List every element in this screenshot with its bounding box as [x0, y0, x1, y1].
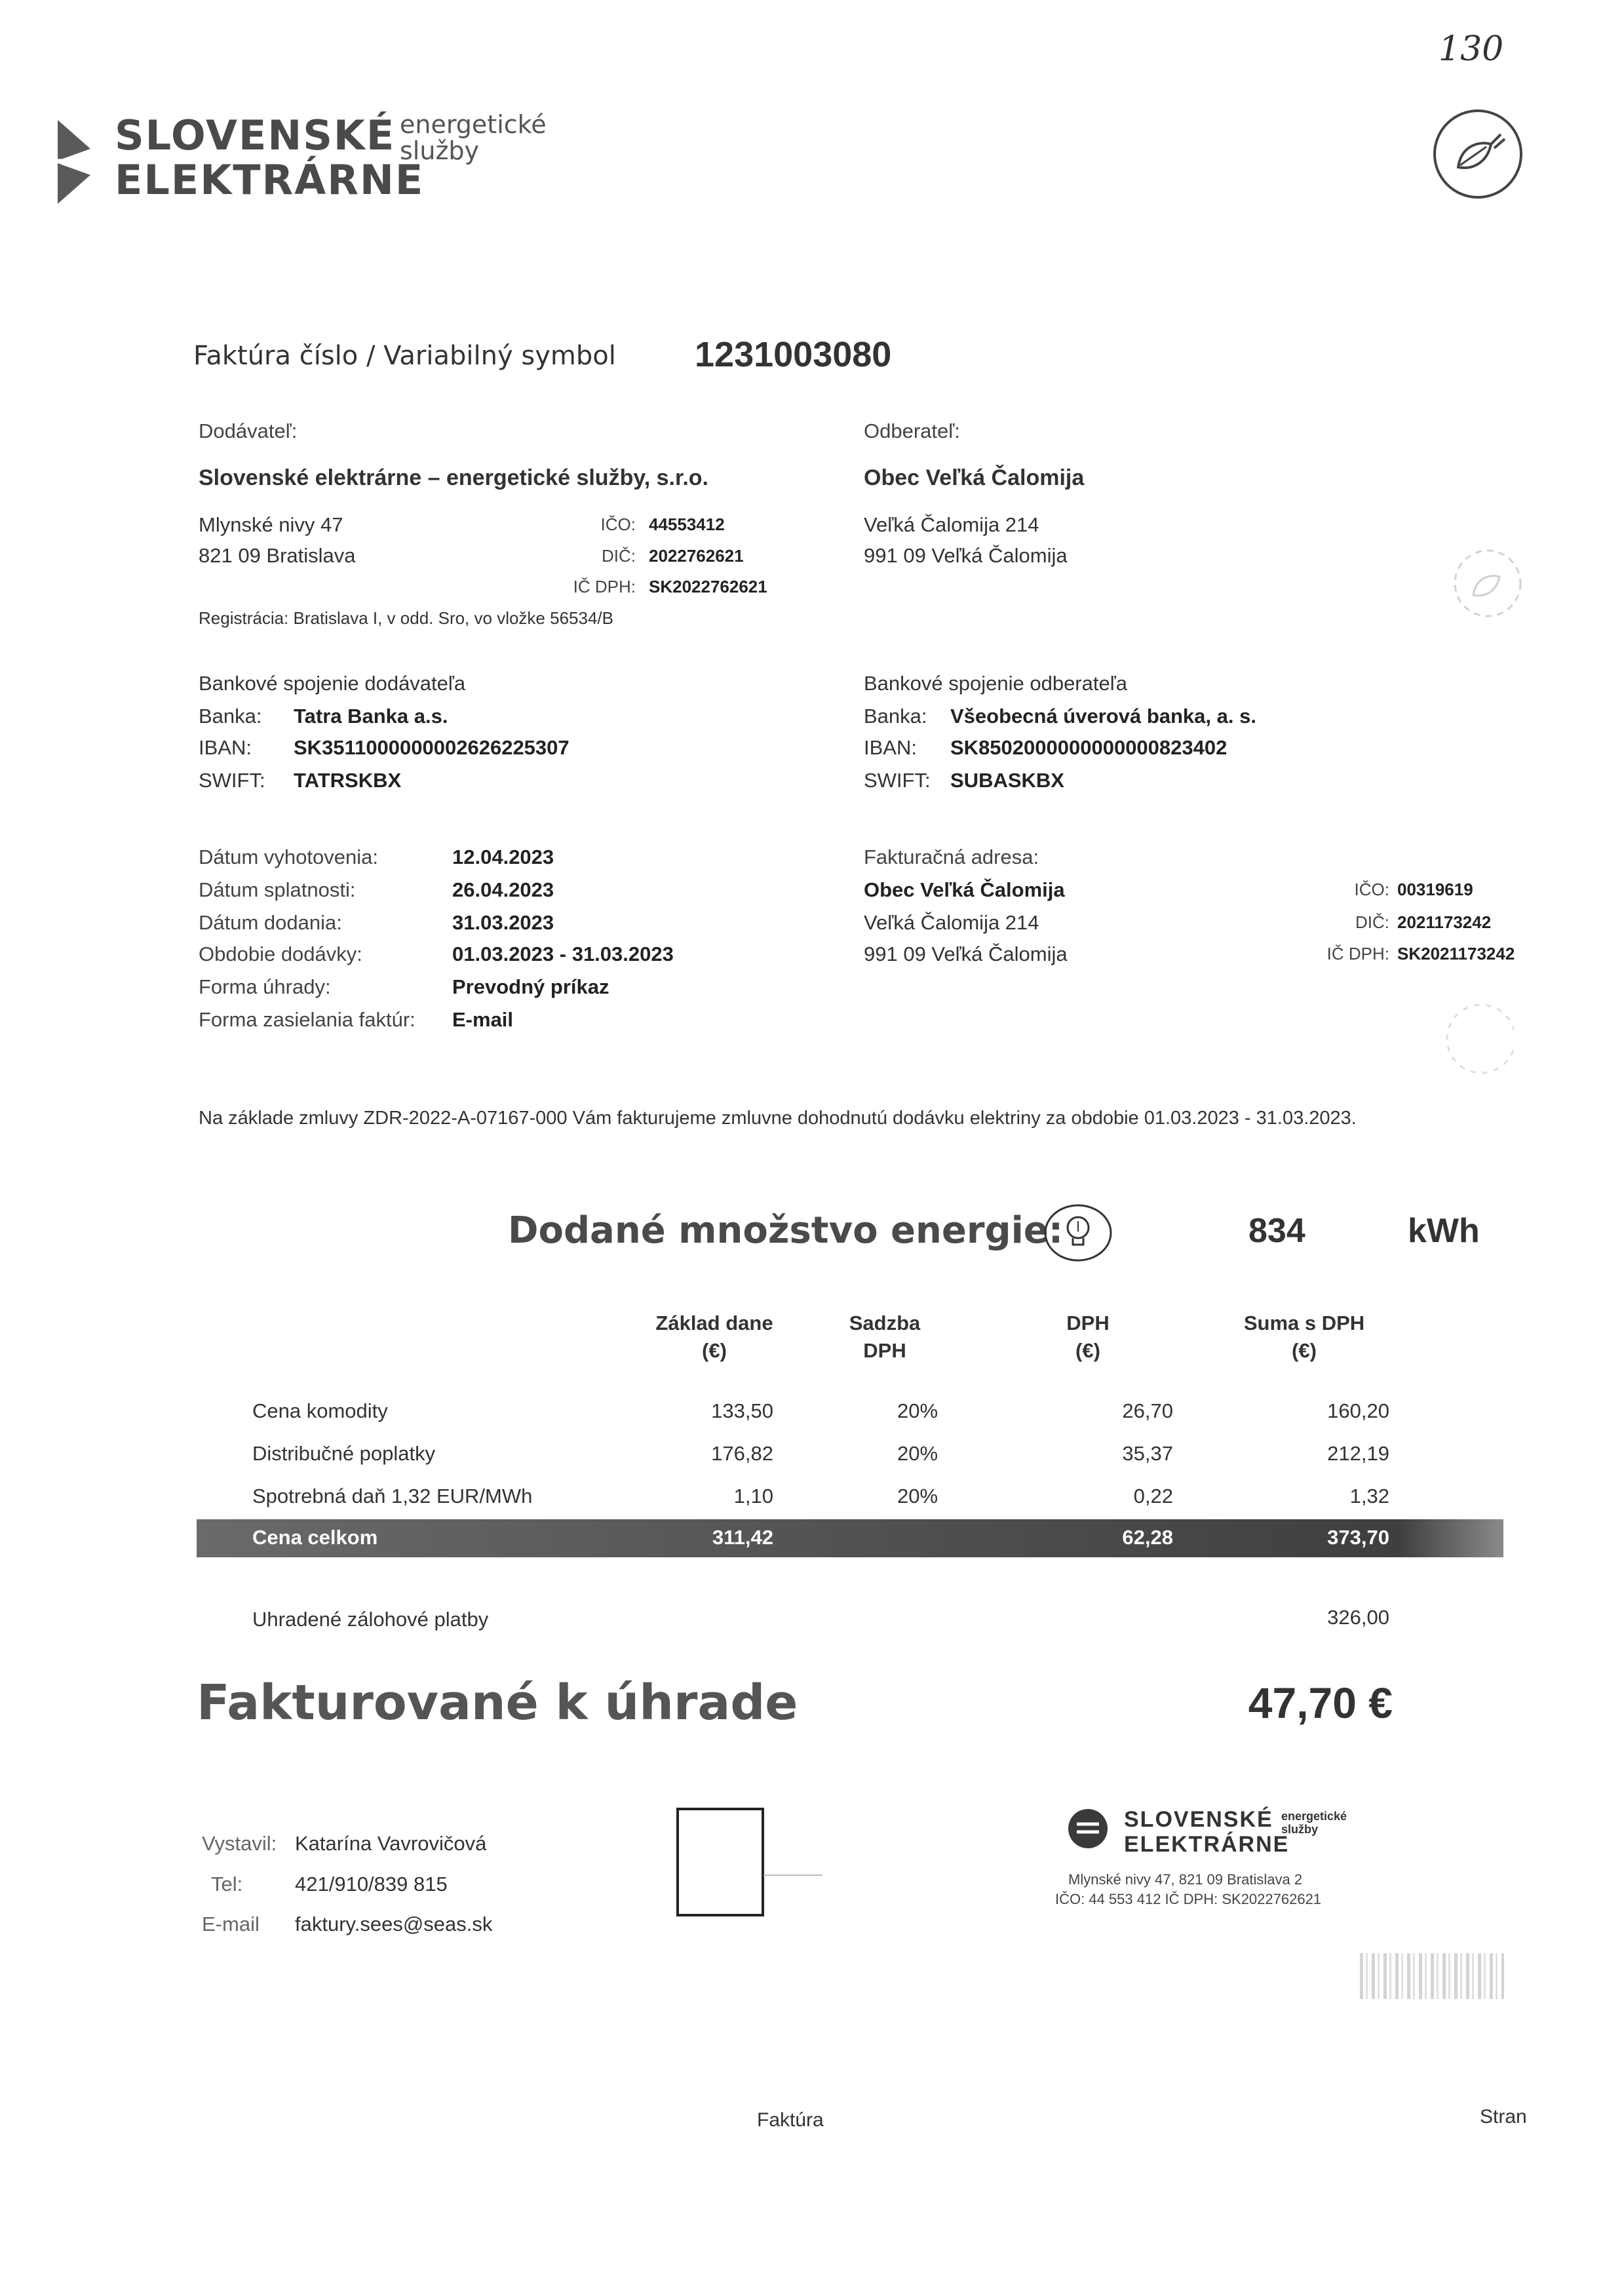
supplier-ico-label: IČO:: [600, 515, 636, 534]
supplier-bank-heading: Bankové spojenie dodávateľa: [199, 672, 466, 695]
supplier-registration: Registrácia: Bratislava I, v odd. Sro, vo vložke 56534/B: [199, 608, 613, 628]
row-name: Cena komodity: [252, 1399, 388, 1422]
row-total: 160,20: [1327, 1399, 1389, 1422]
supplier-iban-label: IBAN:: [199, 736, 252, 759]
customer-iban: SK8502000000000000823402: [950, 736, 1228, 759]
row-base: 133,50: [711, 1399, 773, 1422]
supplier-dic-label: DIČ:: [602, 546, 636, 566]
col-header-rate-line2: DPH: [863, 1339, 906, 1362]
faded-eco-icon: [1448, 544, 1527, 623]
col-header-base-line2: (€): [702, 1339, 727, 1362]
issue-date: 12.04.2023: [452, 846, 554, 868]
supplier-iban: SK3511000000002626225307: [294, 736, 570, 759]
stamp-ids: IČO: 44 553 412 IČ DPH: SK2022762621: [1055, 1891, 1322, 1907]
total-name: Cena celkom: [252, 1526, 378, 1549]
billing-dic-label: DIČ:: [1355, 912, 1389, 932]
sending-method: E-mail: [452, 1008, 514, 1031]
col-header-rate-line1: Sadzba: [849, 1312, 921, 1334]
energy-value: 834: [1248, 1212, 1305, 1250]
amount-due-label: Fakturované k úhrade: [197, 1675, 798, 1731]
supplier-name: Slovenské elektrárne – energetické služby, s.r.o.: [199, 465, 708, 490]
stamp-line2: ELEKTRÁRNE: [1124, 1832, 1290, 1857]
table-total-row: [197, 1519, 1503, 1557]
handwritten-page-note: 130: [1439, 29, 1504, 69]
due-date: 26.04.2023: [452, 878, 554, 901]
customer-city: 991 09 Veľká Čalomija: [864, 544, 1068, 567]
stamp-sub: energetické služby: [1281, 1810, 1347, 1836]
energy-label: Dodané množstvo energie:: [508, 1209, 1064, 1252]
billing-icdph-label: IČ DPH:: [1326, 944, 1389, 963]
supplier-heading: Dodávateľ:: [199, 419, 298, 442]
contract-text: Na základe zmluvy ZDR-2022-A-07167-000 Vám fakturujeme zmluvne dohodnutú dodávku elektriny za obdobie 01.03.2023 - 31.03.2023.: [199, 1108, 1357, 1129]
amount-due-value: 47,70 €: [1248, 1679, 1393, 1727]
row-vat: 26,70: [1122, 1399, 1173, 1422]
logo-sub1: energetické: [400, 110, 547, 139]
company-logo: [52, 111, 590, 210]
customer-iban-label: IBAN:: [864, 736, 917, 759]
logo-sub2: služby: [400, 136, 479, 165]
phone-label: Tel:: [211, 1873, 243, 1895]
energy-unit: kWh: [1408, 1212, 1480, 1250]
payment-method-label: Forma úhrady:: [199, 975, 331, 998]
advances-value: 326,00: [1327, 1606, 1389, 1629]
faded-eco-icon: [1435, 996, 1514, 1081]
col-header-total: [1219, 1310, 1389, 1365]
eco-plug-icon: [1429, 105, 1527, 203]
customer-bank-label: Banka:: [864, 705, 927, 728]
customer-bank-heading: Bankové spojenie odberateľa: [864, 672, 1128, 695]
email-label: E-mail: [202, 1913, 260, 1935]
advances-label: Uhradené zálohové platby: [252, 1608, 489, 1631]
supplier-dic: 2022762621: [649, 546, 744, 566]
supplier-ico: 44553412: [649, 515, 725, 534]
issuer-name: Katarína Vavrovičová: [295, 1832, 487, 1855]
billing-dic: 2021173242: [1397, 912, 1492, 932]
delivery-date: 31.03.2023: [452, 911, 554, 934]
col-header-total-line2: (€): [1292, 1339, 1317, 1362]
issuer-label: Vystavil:: [202, 1832, 277, 1855]
sending-method-label: Forma zasielania faktúr:: [199, 1008, 416, 1031]
billing-ico: 00319619: [1397, 880, 1473, 899]
row-rate: 20%: [897, 1485, 938, 1507]
phone: 421/910/839 815: [295, 1873, 448, 1895]
total-vat: 62,28: [1122, 1526, 1173, 1549]
customer-swift-label: SWIFT:: [864, 769, 931, 792]
energy-bulb-icon: [1042, 1203, 1114, 1263]
col-header-vat-line2: (€): [1075, 1339, 1100, 1362]
delivery-period: 01.03.2023 - 31.03.2023: [452, 943, 674, 965]
row-rate: 20%: [897, 1442, 938, 1465]
col-header-vat: [1022, 1310, 1153, 1365]
supplier-bank-label: Banka:: [199, 705, 262, 728]
row-name: Spotrebná daň 1,32 EUR/MWh: [252, 1485, 533, 1507]
stamp-logo-icon: [1065, 1806, 1111, 1852]
logo-line1: SLOVENSKÉ: [115, 111, 396, 159]
row-rate: 20%: [897, 1399, 938, 1422]
supplier-icdph-label: IČ DPH:: [573, 577, 636, 596]
total-base: 311,42: [712, 1526, 773, 1549]
period-label: Obdobie dodávky:: [199, 943, 362, 965]
stamp-address: Mlynské nivy 47, 821 09 Bratislava 2: [1068, 1871, 1303, 1888]
billing-ico-label: IČO:: [1354, 880, 1389, 899]
footer-label: Faktúra: [757, 2109, 824, 2131]
col-header-vat-line1: DPH: [1066, 1312, 1110, 1334]
billing-street: Veľká Čalomija 214: [864, 911, 1039, 934]
stamp-line1: SLOVENSKÉ: [1124, 1807, 1273, 1832]
col-header-base: [629, 1310, 800, 1365]
signature-stroke: [764, 1875, 822, 1876]
logo-line2: ELEKTRÁRNE: [115, 156, 425, 204]
issue-date-label: Dátum vyhotovenia:: [199, 846, 378, 868]
billing-heading: Fakturačná adresa:: [864, 846, 1039, 868]
row-total: 1,32: [1349, 1485, 1389, 1507]
col-header-total-line1: Suma s DPH: [1243, 1312, 1365, 1334]
supplier-street: Mlynské nivy 47: [199, 513, 343, 536]
payment-method: Prevodný príkaz: [452, 975, 609, 998]
customer-swift: SUBASKBX: [950, 769, 1064, 792]
billing-icdph: SK2021173242: [1397, 944, 1515, 963]
faded-barcode: [1360, 1953, 1504, 1999]
row-name: Distribučné poplatky: [252, 1442, 436, 1465]
customer-name: Obec Veľká Čalomija: [864, 465, 1085, 490]
supplier-icdph: SK2022762621: [649, 577, 767, 596]
col-header-base-line1: Základ dane: [655, 1312, 773, 1334]
customer-street: Veľká Čalomija 214: [864, 513, 1039, 536]
row-base: 176,82: [711, 1442, 773, 1465]
total-sum: 373,70: [1327, 1526, 1389, 1549]
supplier-swift-label: SWIFT:: [199, 769, 265, 792]
company-stamp: [1049, 1806, 1396, 1924]
row-base: 1,10: [733, 1485, 773, 1507]
billing-city: 991 09 Veľká Čalomija: [864, 943, 1068, 965]
row-vat: 35,37: [1122, 1442, 1173, 1465]
customer-heading: Odberateľ:: [864, 419, 960, 442]
invoice-label: Faktúra číslo / Variabilný symbol: [193, 341, 616, 371]
due-date-label: Dátum splatnosti:: [199, 878, 356, 901]
table-row: [0, 1399, 1624, 1426]
supplier-swift: TATRSKBX: [294, 769, 402, 792]
email: faktury.sees@seas.sk: [295, 1913, 493, 1935]
footer-page: Stran: [1480, 2106, 1527, 2128]
billing-name: Obec Veľká Čalomija: [864, 878, 1065, 901]
supplier-bank-name: Tatra Banka a.s.: [294, 705, 448, 728]
delivery-date-label: Dátum dodania:: [199, 911, 342, 934]
table-row: [0, 1442, 1624, 1468]
row-vat: 0,22: [1133, 1485, 1173, 1507]
col-header-rate: [806, 1310, 963, 1365]
supplier-city: 821 09 Bratislava: [199, 544, 356, 567]
invoice-number: 1231003080: [695, 335, 892, 374]
logo-mark-icon: [52, 115, 100, 206]
table-row: [0, 1485, 1624, 1511]
customer-bank-name: Všeobecná úverová banka, a. s.: [950, 705, 1256, 728]
signature-box: [676, 1808, 764, 1916]
row-total: 212,19: [1327, 1442, 1389, 1465]
